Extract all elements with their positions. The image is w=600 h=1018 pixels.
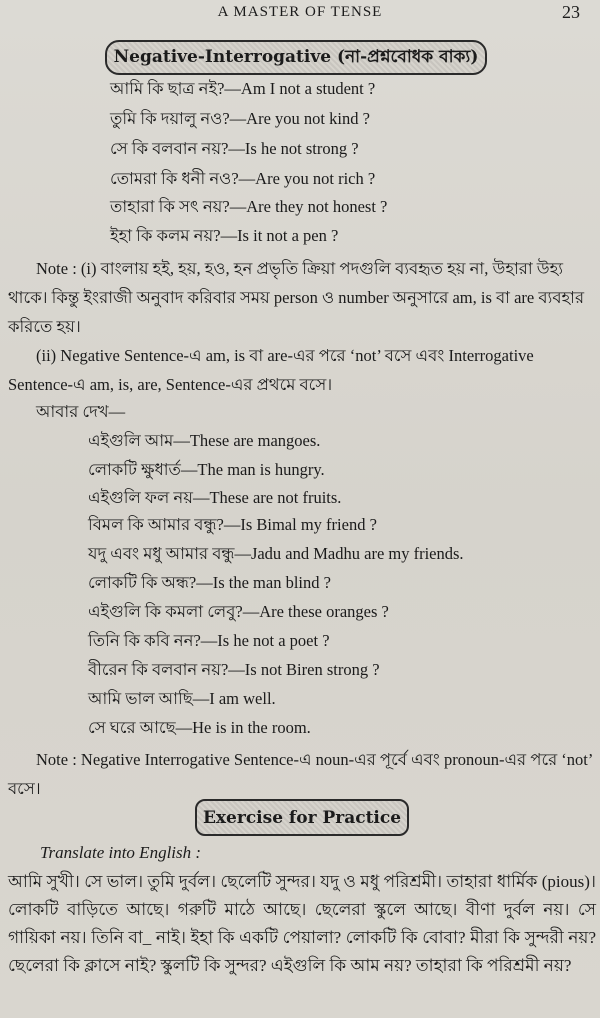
section-heading-text: Negative-Interrogative (না-প্রশ্নবোধক বাক্য): [113, 46, 479, 67]
example-line: আমি ভাল আছি—I am well.: [88, 689, 276, 708]
example-line: এইগুলি কি কমলা লেবু?—Are these oranges ?: [88, 602, 389, 621]
example-line: সে কি বলবান নয়?—Is he not strong ?: [110, 139, 359, 158]
example-line: ইহা কি কলম নয়?—Is it not a pen ?: [110, 226, 339, 245]
example-line: তোমরা কি ধনী নও?—Are you not rich ?: [110, 169, 376, 188]
example-line: লোকটি ক্ষুধার্ত—The man is hungry.: [88, 460, 325, 479]
exercise-heading-text: Exercise for Practice: [202, 807, 402, 828]
note-paragraph-3: Note : Negative Interrogative Sentence-এ noun-এর পূর্বে এবং pronoun-এর পরে ‘not’ বসে।: [8, 750, 593, 798]
example-line: এইগুলি ফল নয়—These are not fruits.: [88, 488, 342, 507]
note-paragraph-1: Note : (i) বাংলায় হই, হয়, হও, হন প্রভৃতি ক্রিয়া পদগুলি ব্যবহৃত হয় না, উহারা উহ্য থাকে। কিন্তু ইংরাজী অনুবাদ করিবার সময় person ও number অনুসারে am, is বা are ব্যবহার করিতে হয়।: [8, 259, 585, 336]
exercise-paragraph: আমি সুখী। সে ভাল। তুমি দুর্বল। ছেলেটি সুন্দর। যদু ও মধু পরিশ্রমী। তাহারা ধার্মিক (pious)। লোকটি বাড়িতে আছে। গরুটি মাঠে আছে। ছেলেরা স্কুলে আছে। বীণা দুর্বল নয়। সে গায়িকা নয়। তিনি বা_ নাই। ইহা কি একটি পেয়ালা? লোকটি কি বোবা? মীরা কি সুন্দরী নয়? ছেলেরা কি ক্লাসে নাই? স্কুলটি কি সুন্দর? এইগুলি কি আম নয়? তাহারা কি পরিশ্রমী নয়?: [8, 872, 596, 975]
example-line: সে ঘরে আছে—He is in the room.: [88, 718, 311, 737]
example-line: তিনি কি কবি নন?—Is he not a poet ?: [88, 631, 330, 650]
example-line: তুমি কি দয়ালু নও?—Are you not kind ?: [110, 109, 370, 128]
example-line: আমি কি ছাত্র নই?—Am I not a student ?: [110, 79, 376, 98]
exercise-instruction: Translate into English :: [40, 843, 202, 862]
page-number: 23: [562, 2, 580, 22]
note-paragraph-2: (ii) Negative Sentence-এ am, is বা are-এর পরে ‘not’ বসে এবং Interrogative Sentence-এ am, is, are, Sentence-এর প্রথমে বসে।: [8, 346, 534, 394]
section-heading-negative-interrogative: [105, 40, 487, 75]
example-line: এইগুলি আম—These are mangoes.: [88, 431, 321, 450]
example-line: লোকটি কি অন্ধ?—Is the man blind ?: [88, 573, 331, 592]
running-head: A MASTER OF TENSE: [217, 4, 383, 20]
example-line: যদু এবং মধু আমার বন্ধু—Jadu and Madhu are my friends.: [88, 544, 464, 563]
example-line: তাহারা কি সৎ নয়?—Are they not honest ?: [110, 197, 388, 216]
example-line: বীরেন কি বলবান নয়?—Is not Biren strong ?: [88, 660, 380, 679]
see-again-label: আবার দেখ—: [36, 402, 126, 421]
exercise-heading: [195, 799, 409, 836]
example-line: বিমল কি আমার বন্ধু?—Is Bimal my friend ?: [88, 515, 377, 534]
